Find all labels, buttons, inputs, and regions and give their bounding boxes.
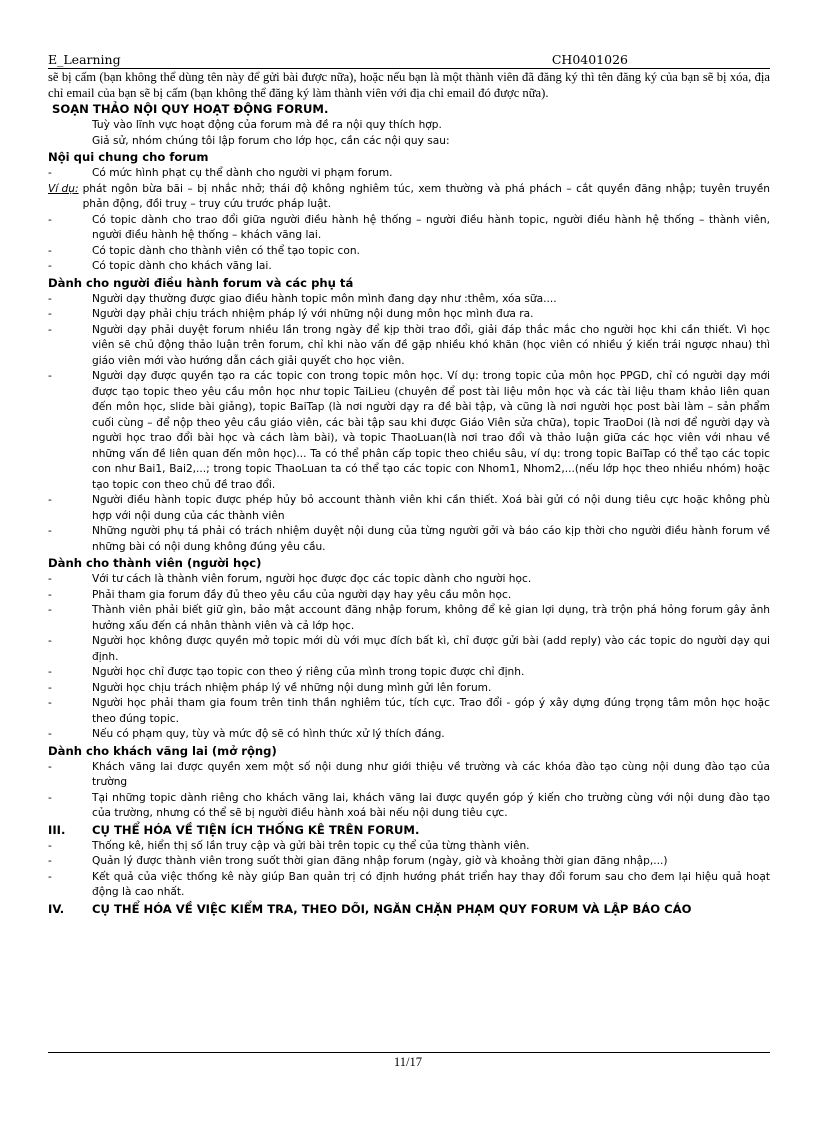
intro-paragraph: sẽ bị cấm (bạn không thể dùng tên này để gửi bài được nữa), hoặc nếu bạn là một thành viên đã đăng ký thì tên đăng ký của bạn sẽ bị xóa, địa chỉ email của bạn sẽ bị cấm (bạn không thể đăng ký làm thành viên với địa chỉ email đó được nữa). (48, 70, 770, 100)
list-item: - Có topic dành cho khách vãng lai. (48, 260, 272, 272)
header-right: CH0401026 (551, 52, 628, 67)
list-item: - Người học chỉ được tạo topic con theo ý riêng của mình trong topic được chỉ định. (48, 666, 525, 678)
list-item: - Nếu có phạm quy, tùy và mức độ sẽ có hình thức xử lý thích đáng. (48, 728, 445, 740)
page-header (48, 52, 770, 69)
list-item: - Thống kê, hiển thị số lần truy cập và gửi bài trên topic cụ thể của từng thành viên. (48, 839, 530, 852)
header-left: E_Learning (48, 52, 121, 67)
list-item: - Người dạy được quyền tạo ra các topic con trong topic môn học. Ví dụ: trong topic của môn học PPGD, chỉ có người dạy mới được tạo topic theo yêu cầu môn học như topic TaiLieu (chuyên để post tài liệu môn học và các tài liệu tham khảo liên quan đến môn học, slide bài giảng), topic BaiTap (là nơi người dạy ra đề bài tập, và cũng là nơi người học post bài làm – sản phẩm cuối cùng – để nộp theo yêu cầu giáo viên, các bài tập sau khi được Giáo Viên sửa chữa), topic TraoDoi (là nơi để người dạy và người học trao đổi bài học và cách làm bài), và topic ThaoLuan(là nơi trao đổi và thảo luận giữa các học viên với nhau về những vấn đề liên quan đến môn học)... Ta có thể phân cấp topic theo chiều sâu, ví dụ: trong topic BaiTap có thể tạo các topic con như Bai1, Bai2,...; trong topic ThaoLuan ta có thể tạo các topic con Nhom1, Nhom2,...(nếu lớp học theo nhiều nhóm) hoặc tạo topic con theo chủ đề trao đổi. (48, 370, 770, 491)
numbered-heading-iii: III. CỤ THỂ HÓA VỀ TIỆN ÍCH THỐNG KÊ TRÊN FORUM. (48, 822, 420, 837)
section-heading: Nội qui chung cho forum (48, 150, 209, 164)
numbered-heading-iv: IV. CỤ THỂ HÓA VỀ VIỆC KIỂM TRA, THEO DÕI, NGĂN CHẶN PHẠM QUY FORUM VÀ LẬP BÁO CÁO (48, 901, 692, 916)
page-number: 11/17 (393, 1055, 423, 1069)
document-page (48, 52, 770, 918)
section-heading: Dành cho khách vãng lai (mở rộng) (48, 743, 277, 758)
list-item: - Người học không được quyền mở topic mới dù với mục đích bất kì, chỉ được gửi bài (add reply) vào các topic do người dạy qui định. (48, 635, 770, 663)
list-item: - Khách vãng lai được quyền xem một số nội dung như giới thiệu về trường và các khóa đào tạo cùng nội dung đào tạo của trường (48, 760, 770, 788)
rules-paragraph-2: Giả sử, nhóm chúng tôi lập forum cho lớp học, cần các nội quy sau: (92, 134, 450, 147)
footer-divider (48, 1052, 770, 1053)
list-item: - Với tư cách là thành viên forum, người học được đọc các topic dành cho người học. (48, 573, 532, 585)
section-heading: Dành cho thành viên (người học) (48, 556, 262, 570)
example-item: Ví dụ: phát ngôn bừa bãi – bị nhắc nhở; thái độ không nghiêm túc, xem thường và phá phách – cắt quyền đăng nhập; tuyên truyền phản động, đồi truỵ – truy cứu trước pháp luật. (48, 182, 770, 213)
list-item: - Người học phải tham gia foum trên tinh thần nghiêm túc, tích cực. Trao đổi - góp ý xây dựng đúng trọng tâm môn học hoặc theo đúng topic. (48, 697, 770, 725)
list-item: - Người dạy thường được giao điều hành topic môn mình đang dạy như :thêm, xóa sữa.... (48, 292, 557, 305)
list-item: - Người học chịu trách nhiệm pháp lý về những nội dung mình gửi lên forum. (48, 681, 492, 694)
list-item: - Người dạy phải duyệt forum nhiều lần trong ngày để kịp thời trao đổi, giải đáp thắc mắc cho người học khi cần thiết. Vì học viên sẽ chủ động thảo luận trên forum, chỉ khi nào vấn đề gặp nhiều khó khăn (học viên có nhiều ý kiến trái ngược nhau) thì giáo viên mới vào hướng dẫn cách giải quyết cho học viên. (48, 323, 770, 367)
list-item: - Có topic dành cho thành viên có thể tạo topic con. (48, 244, 360, 257)
list-item: - Tại những topic dành riêng cho khách vãng lai, khách vãng lai được quyền góp ý kiến cho trường cùng với nội dung đào tạo của trường, nhưng có thể sẽ bị người điều hành xoá bài nếu nội dung tiêu cực. (48, 791, 770, 819)
section-heading: Dành cho người điều hành forum và các phụ tá (48, 275, 354, 290)
rules-heading: SOẠN THẢO NỘI QUY HOẠT ĐỘNG FORUM. (52, 102, 329, 116)
example-label: Ví dụ: (48, 182, 79, 195)
list-item: - Những người phụ tá phải có trách nhiệm duyệt nội dung của từng người gởi và báo cáo kịp thời cho người điều hành forum về những bài có nội dung không đúng yêu cầu. (48, 525, 770, 553)
list-item: - Có mức hình phạt cụ thể dành cho người vi phạm forum. (48, 167, 393, 179)
list-item: - Phải tham gia forum đầy đủ theo yêu cầu của người dạy hay yêu cầu môn học. (48, 588, 512, 601)
list-item: - Có topic dành cho trao đổi giữa người điều hành hệ thống – người điều hành topic, người điều hành hệ thống – thành viên, người điều hành hệ thống – khách vãng lai. (48, 213, 770, 241)
list-item: - Thành viên phải biết giữ gìn, bảo mật account đăng nhập forum, không để kẻ gian lợi dụng, trà trộn phá hỏng forum gây ảnh hưởng xấu đến cá nhân thành viên và cả lớp học. (48, 604, 770, 632)
list-item: - Người điều hành topic được phép hủy bỏ account thành viên khi cần thiết. Xoá bài gửi có nội dung tiêu cực hoặc không phù hợp với nội dung của các thành viên (48, 494, 770, 522)
list-item: - Kết quả của việc thống kê này giúp Ban quản trị có định hướng phát triển hay thay đổi forum sau cho đem lại hiệu quả hoạt động là cao nhất. (48, 870, 770, 898)
list-item: - Quản lý được thành viên trong suốt thời gian đăng nhập forum (ngày, giờ và khoảng thời gian đăng nhập,...) (48, 855, 668, 867)
list-item: - Người dạy phải chịu trách nhiệm pháp lý với những nội dung môn học mình đưa ra. (48, 308, 534, 320)
rules-paragraph-1: Tuỳ vào lĩnh vực hoạt động của forum mà đề ra nội quy thích hợp. (92, 119, 442, 131)
